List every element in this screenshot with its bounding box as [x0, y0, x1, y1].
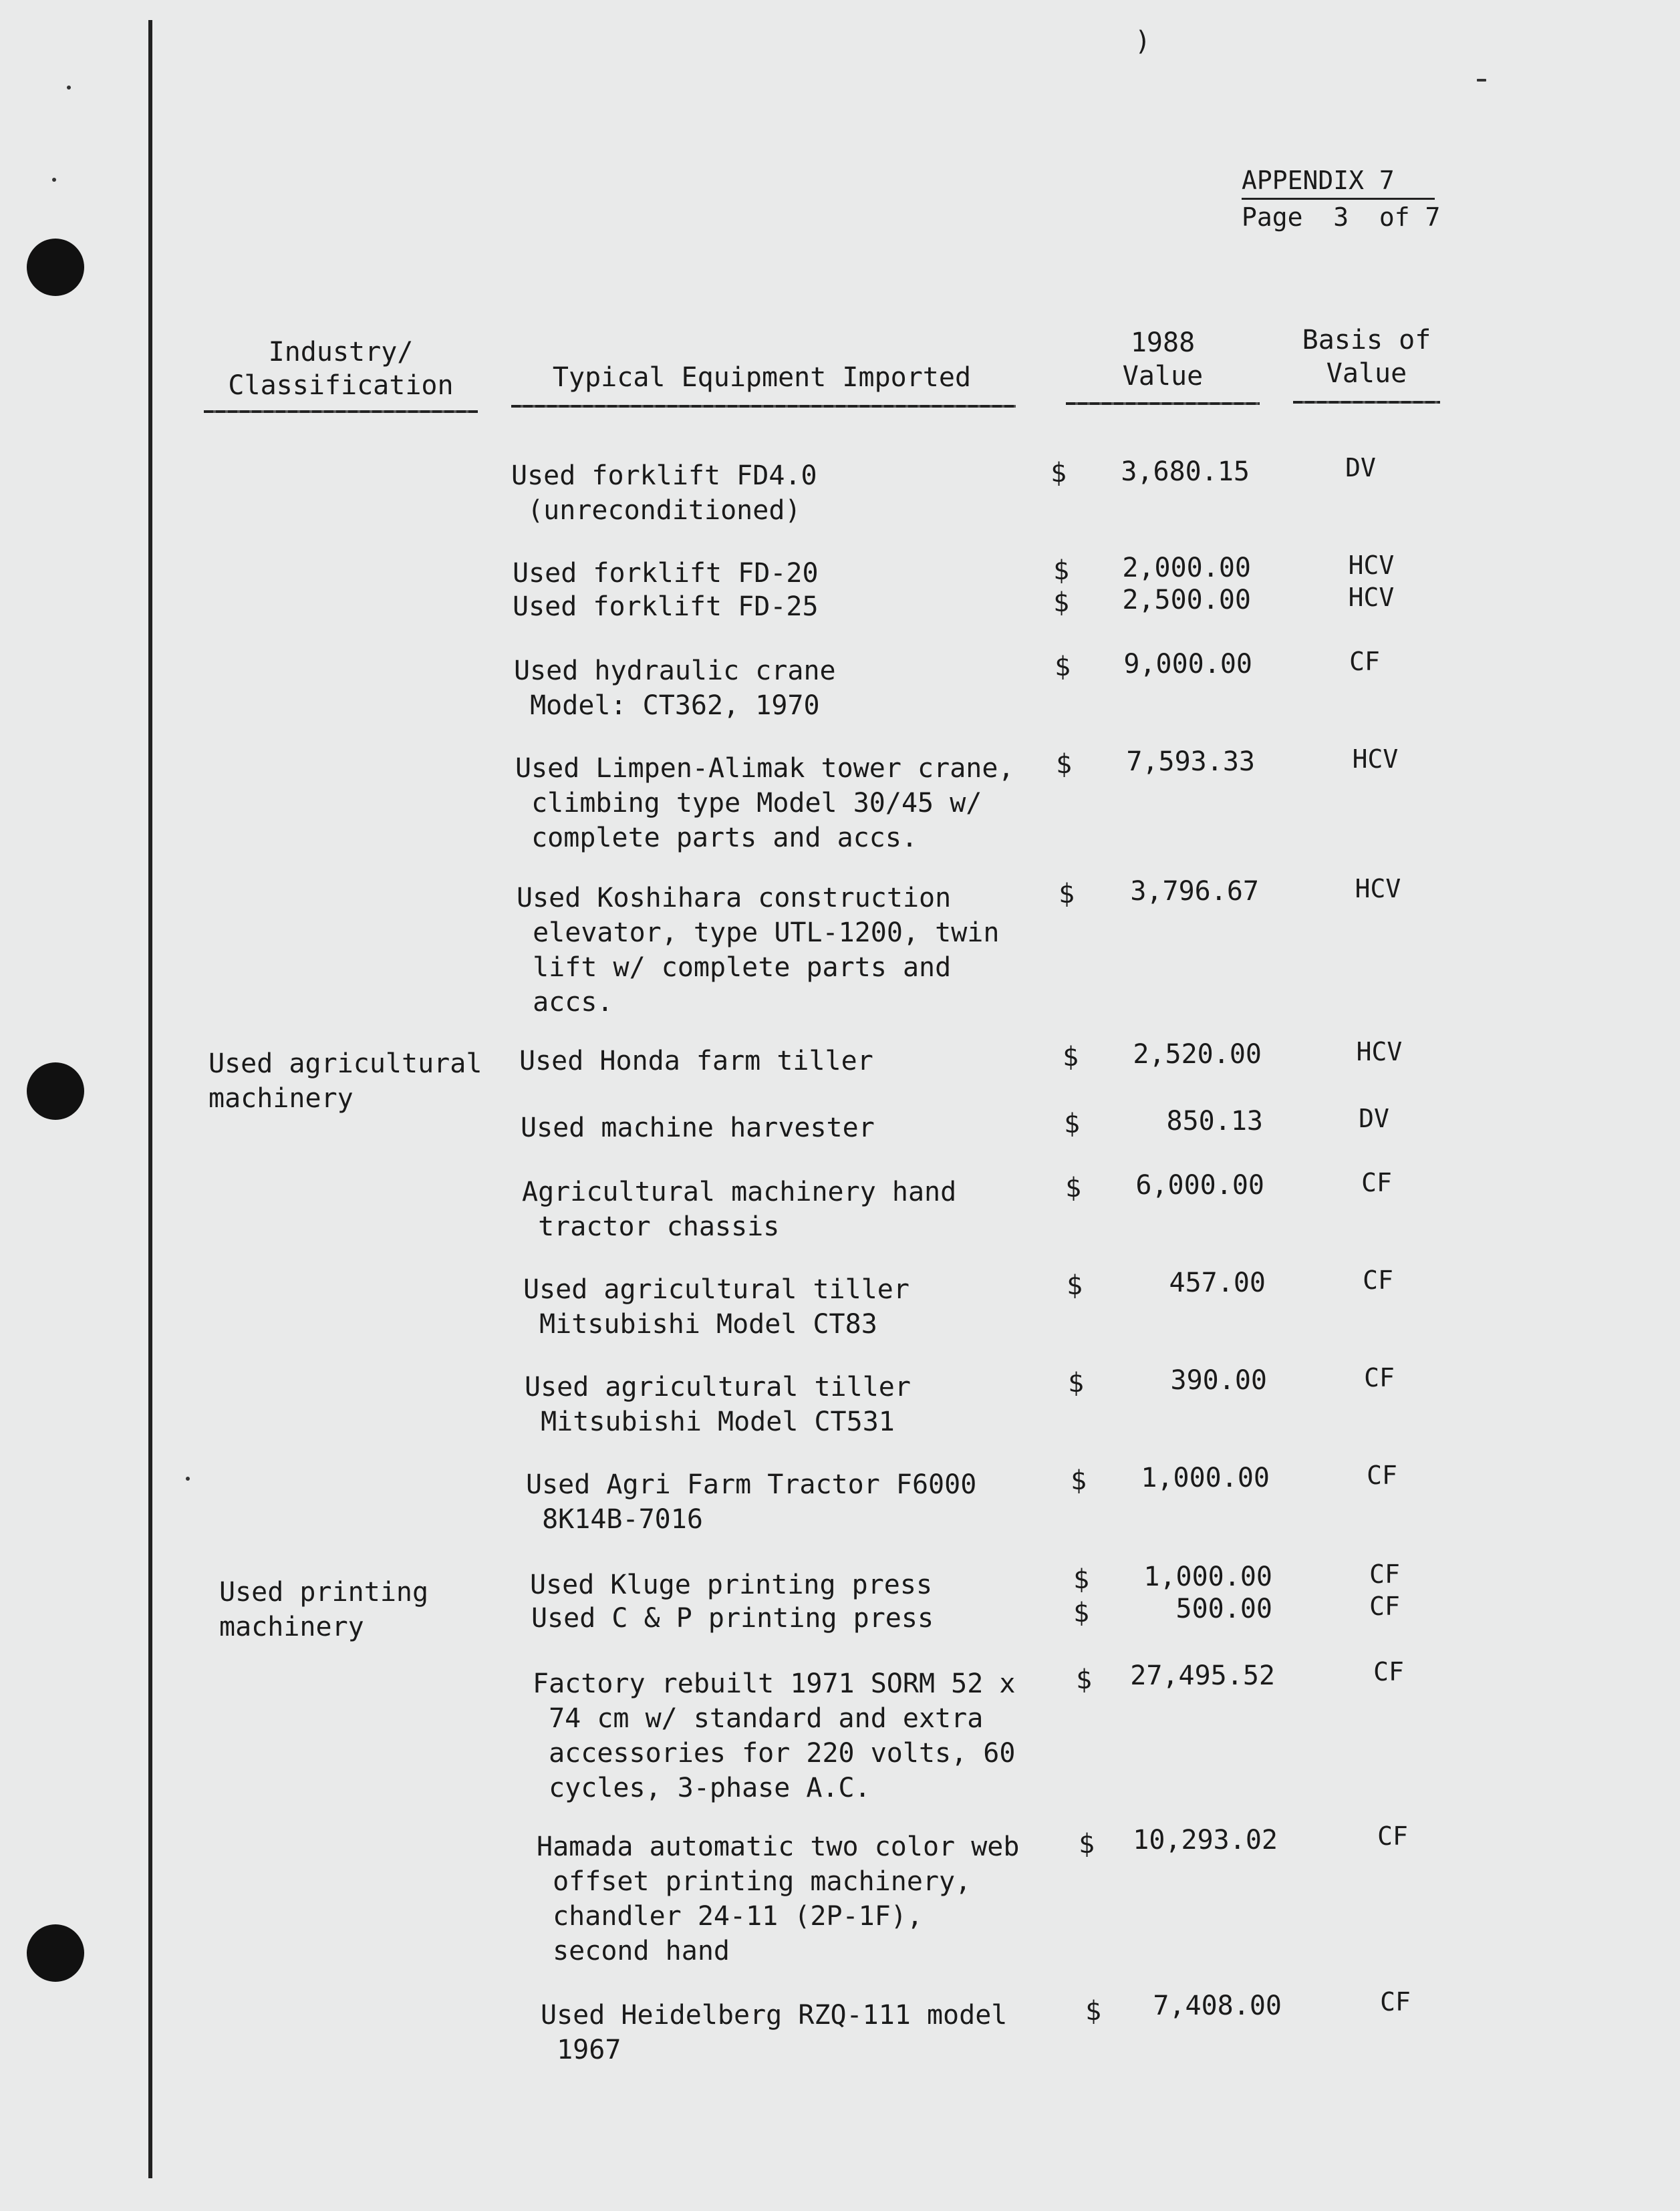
margin-line [148, 20, 152, 2178]
basis-cell: CF [1369, 1592, 1400, 1621]
currency-symbol: $ [1085, 1996, 1102, 2027]
equipment-cell: Hamada automatic two color web offset printing machinery, chandler 24-11 (2P-1F), second hand [537, 1831, 1020, 1966]
basis-cell: CF [1377, 1821, 1408, 1851]
page-mark: ) [1135, 26, 1151, 57]
basis-cell: CF [1361, 1168, 1392, 1197]
value-cell: 2,000.00 [1122, 553, 1251, 583]
equipment-cell: Used Koshihara construction elevator, type UTL-1200, twin lift w/ complete parts and accs. [517, 883, 1000, 1018]
value-cell: 457.00 [1169, 1268, 1266, 1298]
basis-cell: CF [1373, 1657, 1404, 1686]
industry-label: Used printing machinery [219, 1577, 429, 1642]
header-rule-value [1066, 402, 1260, 405]
currency-symbol: $ [1059, 879, 1075, 909]
header-rule-equipment [511, 405, 1016, 408]
punch-hole [27, 1062, 84, 1120]
value-cell: 9,000.00 [1123, 649, 1252, 680]
equipment-cell: Used hydraulic crane Model: CT362, 1970 [514, 655, 836, 721]
currency-symbol: $ [1053, 555, 1070, 586]
value-cell: 2,520.00 [1133, 1039, 1262, 1070]
currency-symbol: $ [1067, 1270, 1083, 1301]
currency-symbol: $ [1073, 1564, 1090, 1595]
equipment-cell: Used forklift FD4.0 (unreconditioned) [511, 460, 817, 526]
speck [67, 86, 71, 90]
value-cell: 850.13 [1166, 1106, 1263, 1137]
header-value: 1988 Value [1122, 327, 1204, 392]
basis-cell: DV [1359, 1104, 1389, 1133]
speck [1477, 79, 1486, 82]
header-equipment: Typical Equipment Imported [552, 362, 972, 393]
currency-symbol: $ [1065, 1173, 1082, 1203]
value-cell: 7,593.33 [1126, 746, 1255, 777]
equipment-cell: Used agricultural tiller Mitsubishi Model CT83 [523, 1274, 909, 1340]
currency-symbol: $ [1064, 1109, 1081, 1139]
basis-cell: HCV [1356, 1037, 1403, 1066]
currency-symbol: $ [1068, 1368, 1085, 1398]
currency-symbol: $ [1053, 587, 1070, 618]
currency-symbol: $ [1079, 1829, 1095, 1860]
value-cell: 10,293.02 [1133, 1825, 1278, 1856]
equipment-cell: Used C & P printing press [531, 1603, 934, 1634]
header-basis: Basis of Value [1302, 325, 1431, 389]
punch-hole [27, 239, 84, 296]
equipment-cell: Used Kluge printing press [530, 1570, 933, 1600]
basis-cell: HCV [1348, 583, 1395, 612]
value-cell: 1,000.00 [1141, 1463, 1270, 1493]
basis-cell: CF [1380, 1987, 1411, 2017]
equipment-cell: Used Honda farm tiller [519, 1046, 873, 1076]
equipment-cell: Agricultural machinery hand tractor chassis [522, 1177, 957, 1242]
basis-cell: HCV [1352, 744, 1399, 774]
punch-hole [27, 1924, 84, 1982]
value-cell: 3,796.67 [1130, 876, 1259, 907]
equipment-cell: Used forklift FD-25 [513, 591, 819, 622]
currency-symbol: $ [1071, 1465, 1087, 1496]
currency-symbol: $ [1063, 1042, 1079, 1072]
header-industry: Industry/ Classification [228, 337, 454, 401]
value-cell: 1,000.00 [1143, 1562, 1272, 1592]
header-rule-industry [204, 410, 478, 413]
currency-symbol: $ [1051, 458, 1067, 488]
basis-cell: HCV [1348, 551, 1395, 580]
equipment-cell: Used Heidelberg RZQ-111 model 1967 [541, 2000, 1008, 2065]
basis-cell: CF [1364, 1363, 1395, 1392]
equipment-cell: Factory rebuilt 1971 SORM 52 x 74 cm w/ standard and extra accessories for 220 volts, 60 cycles, 3-phase A.C. [533, 1668, 1016, 1803]
currency-symbol: $ [1056, 749, 1073, 780]
page-indicator: Page 3 of 7 [1242, 202, 1441, 232]
equipment-cell: Used forklift FD-20 [513, 558, 819, 589]
industry-label: Used agricultural machinery [208, 1048, 482, 1114]
value-cell: 3,680.15 [1121, 456, 1250, 487]
basis-cell: CF [1369, 1560, 1400, 1589]
basis-cell: CF [1367, 1461, 1397, 1490]
speck [186, 1477, 190, 1481]
equipment-cell: Used Agri Farm Tractor F6000 8K14B-7016 [526, 1469, 977, 1535]
equipment-cell: Used machine harvester [521, 1113, 875, 1143]
value-cell: 500.00 [1175, 1594, 1272, 1624]
value-cell: 27,495.52 [1130, 1660, 1275, 1691]
header-rule-basis [1293, 401, 1440, 404]
appendix-title: APPENDIX 7 [1242, 163, 1435, 200]
currency-symbol: $ [1073, 1598, 1090, 1628]
basis-cell: CF [1349, 647, 1380, 676]
basis-cell: CF [1363, 1266, 1393, 1295]
value-cell: 390.00 [1170, 1365, 1267, 1396]
appendix-label [1242, 163, 1440, 235]
currency-symbol: $ [1055, 651, 1071, 682]
basis-cell: HCV [1355, 874, 1401, 903]
basis-cell: DV [1345, 453, 1376, 482]
currency-symbol: $ [1076, 1664, 1093, 1695]
equipment-cell: Used agricultural tiller Mitsubishi Model CT531 [525, 1372, 911, 1437]
value-cell: 2,500.00 [1122, 585, 1251, 615]
value-cell: 6,000.00 [1135, 1170, 1264, 1201]
speck [52, 178, 56, 182]
equipment-cell: Used Limpen-Alimak tower crane, climbing type Model 30/45 w/ complete parts and accs. [515, 753, 1014, 853]
value-cell: 7,408.00 [1153, 1991, 1282, 2021]
